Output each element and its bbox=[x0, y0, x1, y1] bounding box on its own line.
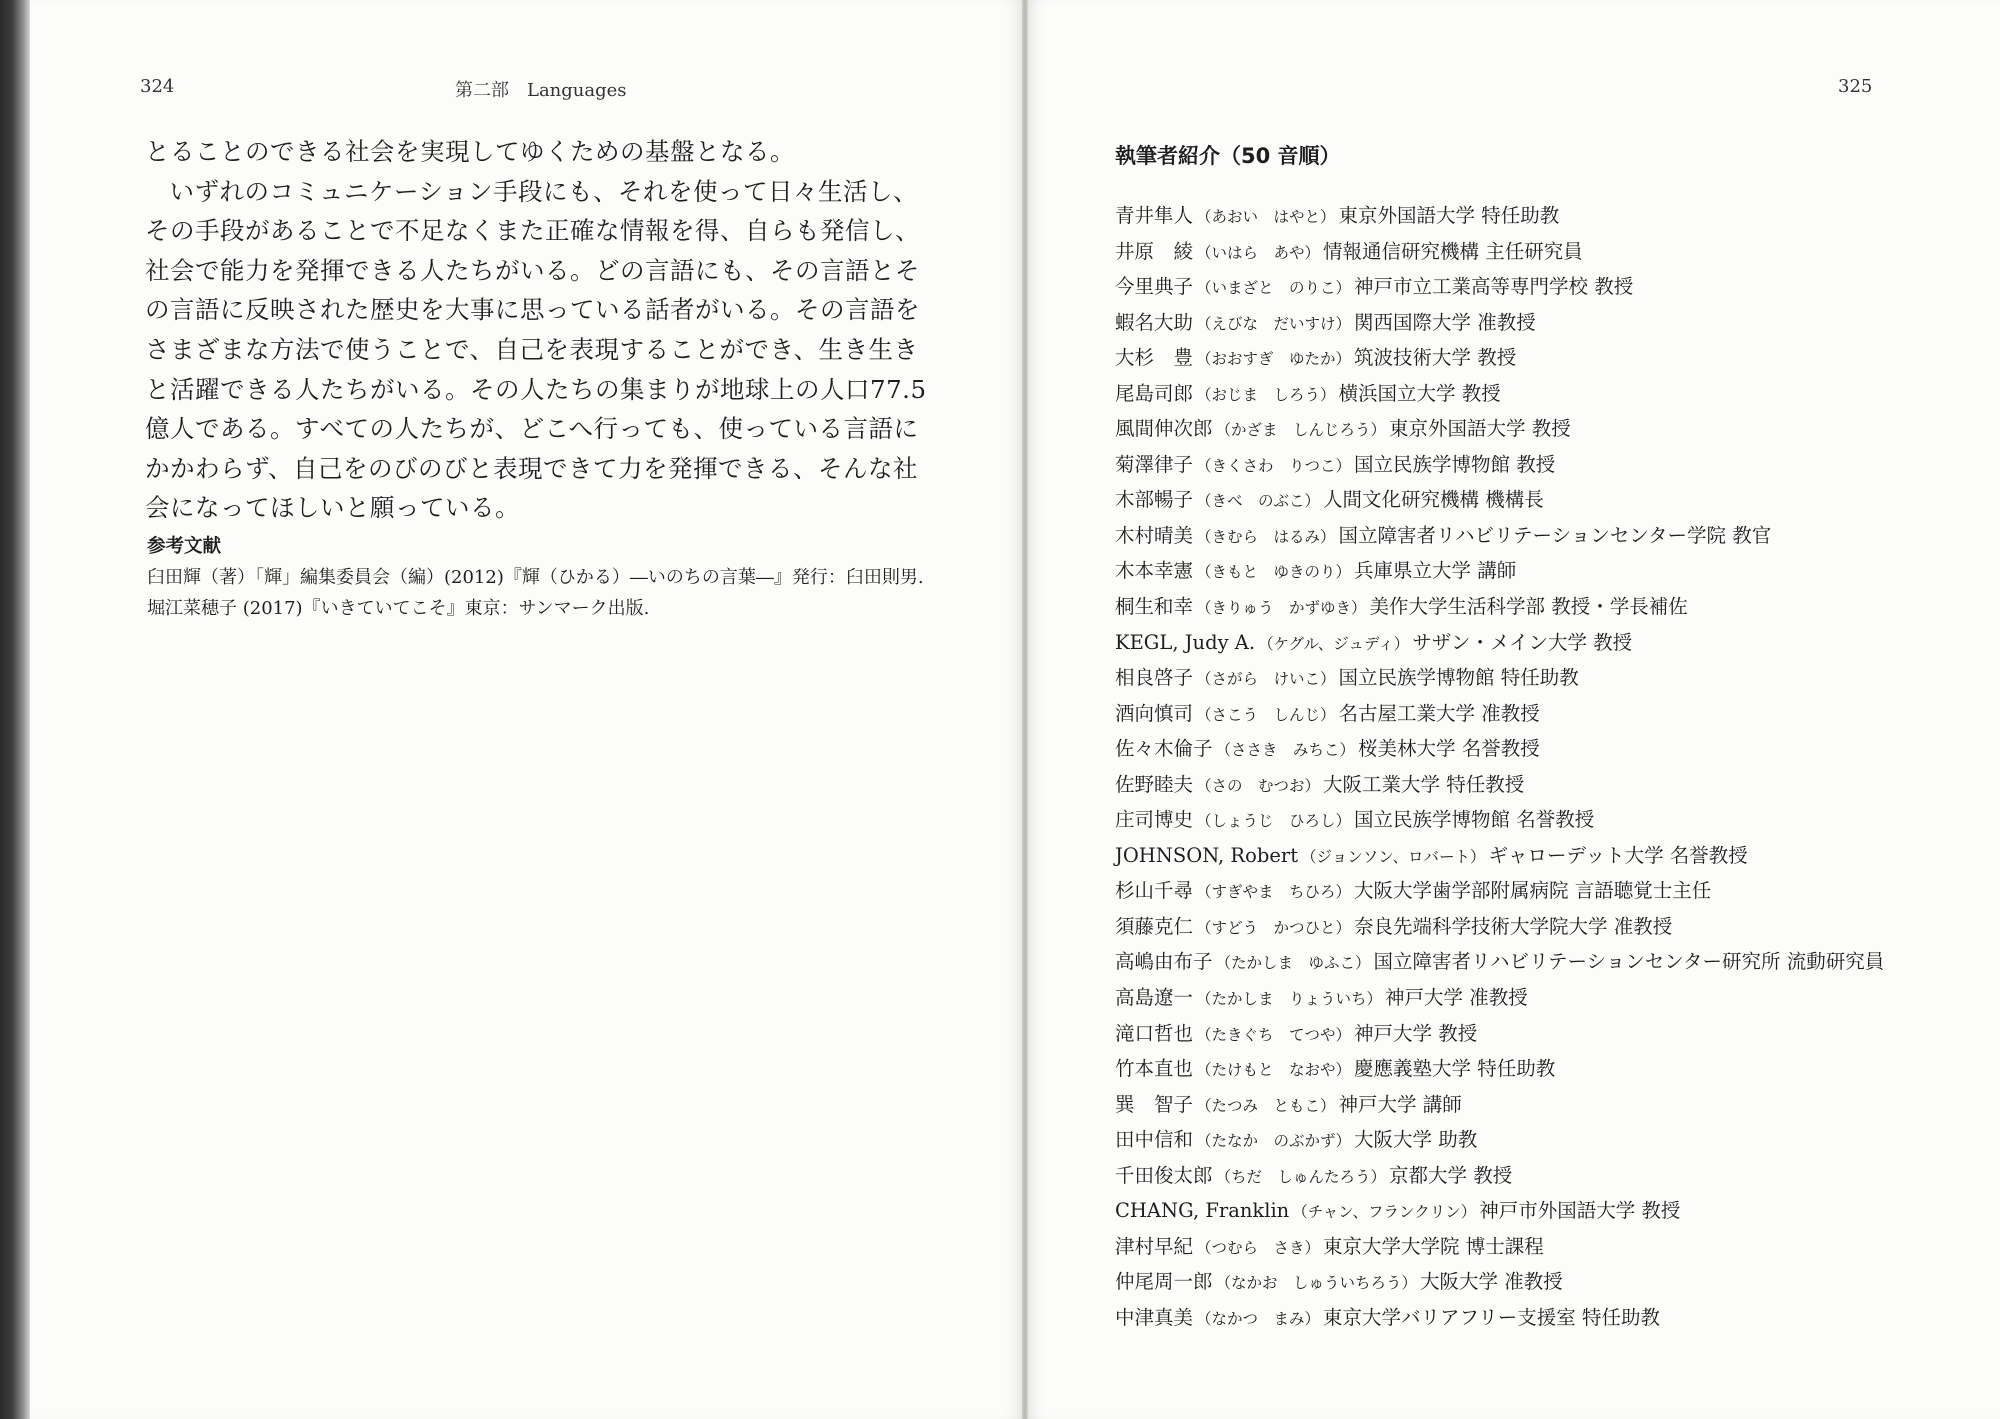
contributor-reading: （ジョンソン、ロバート） bbox=[1301, 847, 1486, 866]
contributor-name: 相良啓子 bbox=[1115, 666, 1194, 690]
contributor-name: 青井隼人 bbox=[1115, 204, 1194, 227]
contributor-reading: （ちだ しゅんたろう） bbox=[1215, 1167, 1387, 1186]
contributor-reading: （たけもと なおや） bbox=[1196, 1061, 1352, 1080]
contributor-reading: （しょうじ ひろし） bbox=[1196, 812, 1352, 831]
contributor-reading: （すぎやま ちひろ） bbox=[1196, 883, 1352, 902]
contributor-item bbox=[1115, 340, 1975, 376]
contributor-item bbox=[1115, 1016, 1975, 1052]
contributor-name: 桐生和幸 bbox=[1115, 595, 1194, 619]
contributor-item bbox=[1115, 909, 1975, 945]
contributor-name: 大杉 豊 bbox=[1115, 346, 1194, 370]
contributor-item bbox=[1115, 1122, 1975, 1158]
contributor-reading: （つむら さき） bbox=[1196, 1238, 1321, 1257]
contributor-name: 酒向慎司 bbox=[1115, 701, 1194, 725]
contributor-affiliation: 東京外国語大学 教授 bbox=[1389, 417, 1571, 441]
contributor-item bbox=[1115, 802, 1975, 838]
contributor-item bbox=[1115, 944, 1975, 980]
contributor-affiliation: サザン・メイン大学 教授 bbox=[1412, 630, 1633, 654]
contributor-name: JOHNSON, Robert bbox=[1115, 843, 1299, 867]
contributor-item bbox=[1115, 1087, 1975, 1123]
contributor-name: 菊澤律子 bbox=[1115, 452, 1194, 476]
contributor-item bbox=[1115, 305, 1975, 341]
contributor-item bbox=[1115, 1158, 1975, 1194]
contributor-affiliation: ギャローデット大学 名誉教授 bbox=[1488, 843, 1748, 867]
contributor-affiliation: 関西国際大学 准教授 bbox=[1354, 310, 1536, 334]
contributor-item bbox=[1115, 767, 1975, 803]
contributor-item bbox=[1115, 589, 1975, 625]
contributor-name: 井原 綾 bbox=[1115, 239, 1194, 263]
contributor-affiliation: 人間文化研究機構 機構長 bbox=[1323, 488, 1544, 512]
contributor-affiliation: 大阪工業大学 特任教授 bbox=[1323, 772, 1525, 796]
references-section bbox=[147, 532, 947, 624]
contributor-affiliation: 神戸大学 准教授 bbox=[1385, 986, 1528, 1010]
contributor-reading: （なかお しゅういちろう） bbox=[1215, 1274, 1418, 1293]
contributor-name: 巽 智子 bbox=[1115, 1092, 1194, 1116]
contributor-item bbox=[1115, 234, 1975, 270]
contributor-name: 尾島司郎 bbox=[1115, 381, 1194, 405]
contributor-name: 高島遼一 bbox=[1115, 986, 1194, 1010]
contributor-name: 佐々木倫子 bbox=[1115, 737, 1213, 761]
contributor-affiliation: 神戸市立工業高等専門学校 教授 bbox=[1354, 275, 1634, 299]
contributor-item bbox=[1115, 482, 1975, 518]
contributor-affiliation: 大阪大学歯学部附属病院 言語聴覚士主任 bbox=[1354, 879, 1712, 903]
body-text bbox=[145, 132, 935, 528]
contributor-reading: （おじま しろう） bbox=[1196, 385, 1336, 404]
contributor-affiliation: 大阪大学 准教授 bbox=[1420, 1270, 1563, 1294]
reference-item: 堀江菜穂子 (2017)『いきていてこそ』東京：サンマーク出版. bbox=[147, 598, 650, 619]
contributor-item bbox=[1115, 838, 1975, 874]
contributor-affiliation: 神戸大学 講師 bbox=[1338, 1092, 1462, 1116]
contributor-affiliation: 奈良先端科学技術大学院大学 准教授 bbox=[1354, 914, 1673, 938]
contributor-affiliation: 筑波技術大学 教授 bbox=[1354, 346, 1517, 370]
contributor-reading: （チャン、フランクリン） bbox=[1292, 1203, 1477, 1222]
contributor-affiliation: 国立障害者リハビリテーションセンター学院 教官 bbox=[1338, 523, 1772, 547]
contributor-item bbox=[1115, 1193, 1975, 1229]
contributor-name: 仲尾周一郎 bbox=[1115, 1270, 1213, 1294]
contributor-name: 千田俊太郎 bbox=[1115, 1163, 1213, 1187]
contributor-item bbox=[1115, 625, 1975, 661]
contributor-reading: （きべ のぶこ） bbox=[1196, 492, 1321, 511]
contributor-reading: （たつみ ともこ） bbox=[1196, 1096, 1336, 1115]
paragraph: とることのできる社会を実現してゆくための基盤となる。 bbox=[145, 137, 795, 166]
contributor-item bbox=[1115, 1051, 1975, 1087]
contributor-item bbox=[1115, 980, 1975, 1016]
contributor-name: 須藤克仁 bbox=[1115, 914, 1194, 938]
contributor-reading: （いまざと のりこ） bbox=[1196, 279, 1352, 298]
contributor-affiliation: 国立民族学博物館 教授 bbox=[1354, 452, 1556, 476]
contributor-affiliation: 桜美林大学 名誉教授 bbox=[1358, 737, 1540, 761]
reference-item: 臼田輝（著）「輝」編集委員会（編）(2012)『輝（ひかる）―いのちの言葉―』発行：臼田則男. bbox=[147, 567, 924, 588]
contributor-affiliation: 兵庫県立大学 講師 bbox=[1354, 559, 1517, 583]
contributor-item bbox=[1115, 1300, 1975, 1336]
contributor-name: 庄司博史 bbox=[1115, 808, 1194, 832]
contributor-reading: （きりゅう かずゆき） bbox=[1196, 599, 1367, 618]
running-title: 第二部 Languages bbox=[455, 80, 627, 101]
contributor-affiliation: 情報通信研究機構 主任研究員 bbox=[1323, 239, 1583, 263]
contributor-affiliation: 神戸大学 教授 bbox=[1354, 1021, 1478, 1045]
contributor-item bbox=[1115, 1229, 1975, 1265]
contributor-reading: （あおい はやと） bbox=[1196, 208, 1336, 226]
contributor-affiliation: 慶應義塾大学 特任助教 bbox=[1354, 1057, 1556, 1081]
contributor-reading: （さの むつお） bbox=[1196, 776, 1321, 795]
contributor-reading: （たかしま りょういち） bbox=[1196, 990, 1383, 1009]
contributor-name: 中津真美 bbox=[1115, 1305, 1194, 1329]
contributor-affiliation: 国立民族学博物館 特任助教 bbox=[1338, 666, 1579, 690]
contributor-name: 竹本直也 bbox=[1115, 1057, 1194, 1081]
contributor-affiliation: 大阪大学 助教 bbox=[1354, 1128, 1478, 1152]
book-gutter bbox=[1022, 0, 1028, 1419]
contributor-name: 滝口哲也 bbox=[1115, 1021, 1194, 1045]
contributor-reading: （たかしま ゆふこ） bbox=[1215, 954, 1371, 973]
contributor-item bbox=[1115, 873, 1975, 909]
contributor-name: 木部暢子 bbox=[1115, 488, 1194, 512]
contributor-affiliation: 京都大学 教授 bbox=[1389, 1163, 1513, 1187]
contributor-affiliation: 国立障害者リハビリテーションセンター研究所 流動研究員 bbox=[1373, 950, 1885, 974]
paragraph: いずれのコミュニケーション手段にも、それを使って日々生活し、その手段があることで不足なくまた正確な情報を得、自らも発信し、社会で能力を発揮できる人たちがいる。どの言語にも、その言語とその言語に反映された歴史を大事に思っている話者がいる。その言語をさまざまな方法で使うことで、自己を表現することができ、生き生きと活躍できる人たちがいる。その人たちの集まりが地球上の人口77.5億人である。すべての人たちが、どこへ行っても、使っている言語にかかわらず、自己をのびのびと表現できて力を発揮できる、そんな社会になってほしいと願っている。 bbox=[145, 176, 927, 523]
contributor-item bbox=[1115, 376, 1975, 412]
contributor-name: 木本幸憲 bbox=[1115, 559, 1194, 583]
contributor-affiliation: 名古屋工業大学 准教授 bbox=[1338, 701, 1540, 725]
contributor-name: KEGL, Judy A. bbox=[1115, 630, 1256, 654]
references-heading: 参考文献 bbox=[147, 536, 222, 557]
book-spine-edge bbox=[0, 0, 30, 1419]
contributor-reading: （なかつ まみ） bbox=[1196, 1309, 1321, 1328]
contributor-reading: （きむら はるみ） bbox=[1196, 527, 1336, 546]
contributor-reading: （さがら けいこ） bbox=[1196, 670, 1336, 689]
contributor-name: CHANG, Franklin bbox=[1115, 1199, 1290, 1223]
right-page-number: 325 bbox=[1838, 76, 1873, 97]
contributor-item bbox=[1115, 447, 1975, 483]
contributor-reading: （たきぐち てつや） bbox=[1196, 1025, 1352, 1044]
contributor-list bbox=[1115, 198, 1975, 1336]
contributor-affiliation: 東京大学バリアフリー支援室 特任助教 bbox=[1323, 1305, 1660, 1329]
contributor-reading: （ささき みちこ） bbox=[1215, 741, 1356, 760]
contributor-reading: （さこう しんじ） bbox=[1196, 705, 1336, 724]
contributor-reading: （かざま しんじろう） bbox=[1215, 421, 1387, 440]
left-page-number: 324 bbox=[140, 76, 175, 97]
contributor-name: 今里典子 bbox=[1115, 275, 1194, 299]
contributor-reading: （ケグル、ジュディ） bbox=[1258, 634, 1410, 653]
contributor-reading: （いはら あや） bbox=[1196, 243, 1321, 262]
contributor-name: 風間伸次郎 bbox=[1115, 417, 1213, 441]
contributor-name: 佐野睦夫 bbox=[1115, 772, 1194, 796]
contributor-item bbox=[1115, 518, 1975, 554]
contributor-affiliation: 美作大学生活科学部 教授・学長補佐 bbox=[1369, 595, 1688, 619]
contributor-reading: （きくさわ りつこ） bbox=[1196, 456, 1352, 475]
contributor-item bbox=[1115, 731, 1975, 767]
contributor-affiliation: 神戸市外国語大学 教授 bbox=[1479, 1199, 1681, 1223]
contributor-affiliation: 東京大学大学院 博士課程 bbox=[1323, 1234, 1544, 1258]
contributor-item bbox=[1115, 696, 1975, 732]
contributors-heading: 執筆者紹介（50 音順） bbox=[1115, 144, 1341, 168]
contributor-item bbox=[1115, 411, 1975, 447]
contributor-item bbox=[1115, 269, 1975, 305]
contributor-name: 高嶋由布子 bbox=[1115, 950, 1213, 974]
contributor-reading: （えびな だいすけ） bbox=[1196, 314, 1352, 333]
contributor-affiliation: 横浜国立大学 教授 bbox=[1338, 381, 1501, 405]
contributor-affiliation: 国立民族学博物館 名誉教授 bbox=[1354, 808, 1595, 832]
contributor-item bbox=[1115, 1264, 1975, 1300]
contributor-name: 田中信和 bbox=[1115, 1128, 1194, 1152]
contributor-item bbox=[1115, 660, 1975, 696]
contributor-name: 木村晴美 bbox=[1115, 523, 1194, 547]
contributor-name: 杉山千尋 bbox=[1115, 879, 1194, 903]
contributor-reading: （きもと ゆきのり） bbox=[1196, 563, 1352, 582]
contributor-reading: （たなか のぶかず） bbox=[1196, 1132, 1352, 1151]
contributor-item bbox=[1115, 553, 1975, 589]
contributor-item bbox=[1115, 198, 1975, 234]
contributor-reading: （おおすぎ ゆたか） bbox=[1196, 350, 1352, 369]
contributor-affiliation: 東京外国語大学 特任助教 bbox=[1338, 204, 1560, 227]
contributor-name: 津村早紀 bbox=[1115, 1234, 1194, 1258]
contributor-name: 蝦名大助 bbox=[1115, 310, 1194, 334]
contributor-reading: （すどう かつひと） bbox=[1196, 918, 1352, 937]
